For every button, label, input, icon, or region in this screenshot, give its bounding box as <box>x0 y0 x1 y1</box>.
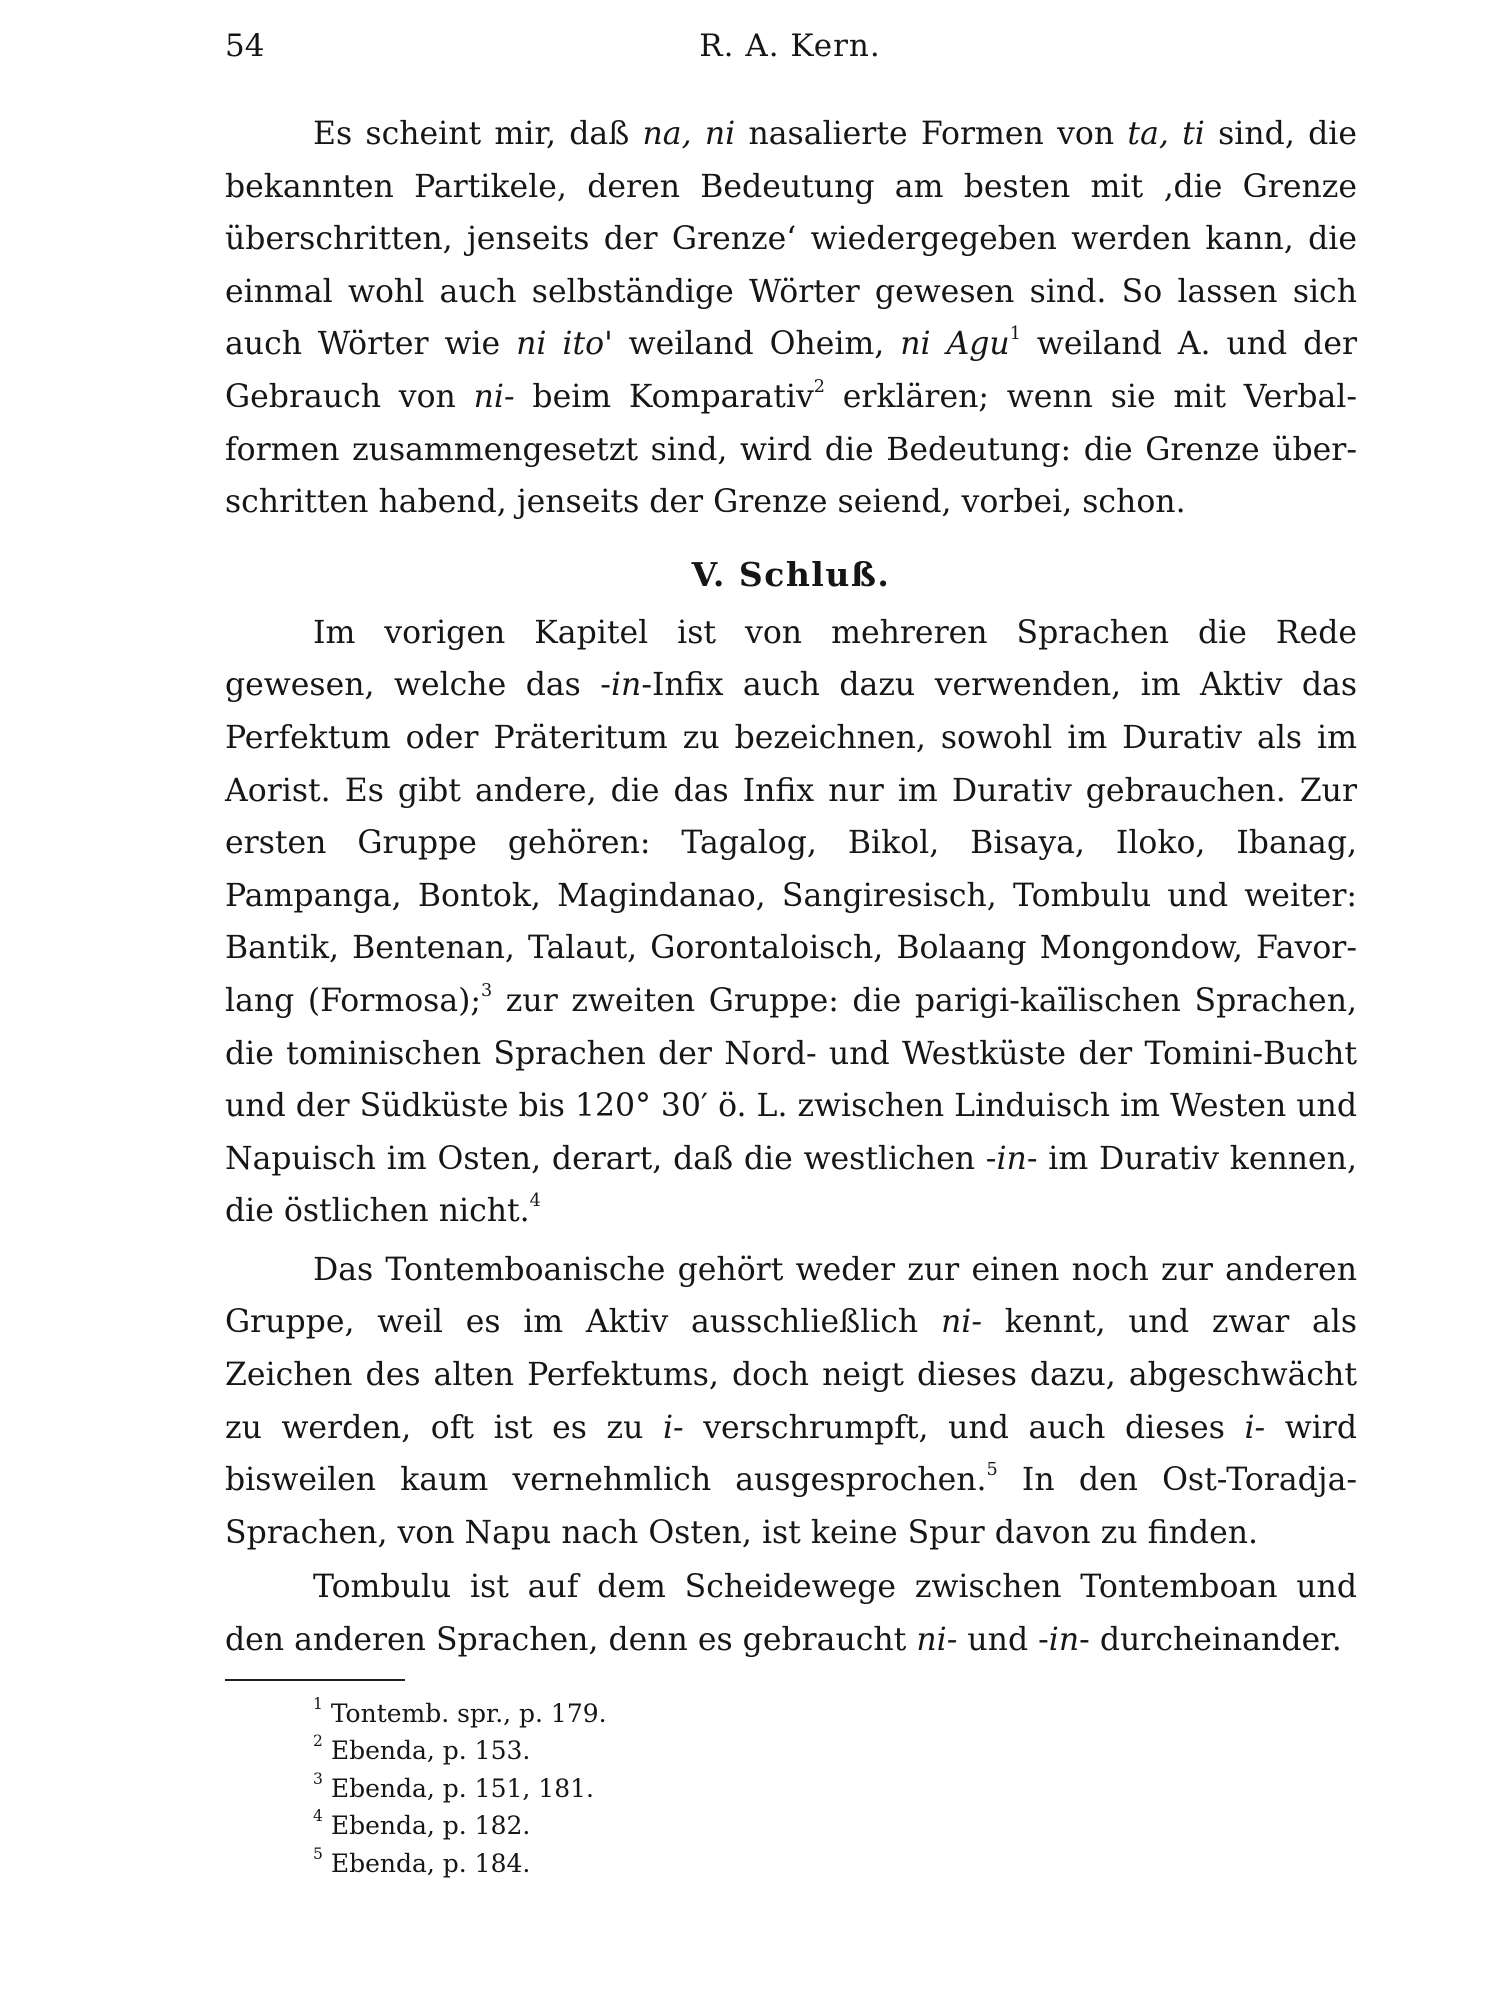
text-run: -Infix auch dazu verwenden, im Aktiv das Perfektum oder Präteritum zu bezeichnen, sowohl im Durativ als im Aorist. Es gibt andere, die das Infix nur im Durativ gebrauchen. Zur ersten Gruppe gehören: Tagalog, Bikol, Bisaya, Iloko, Ibanag, Pampanga, Bontok, Magindanao, Sangiresisch, Tombulu und weiter: Bantik, Bentenan, Talaut, Gorontaloisch, Bolaang Mongondow, Favorlang (Formosa); <box>225 667 1358 1019</box>
paragraph-4 <box>225 1561 1357 1666</box>
text-run: - im Durativ kennen, die östlichen nicht. <box>225 1140 1357 1230</box>
footnote-text: Tontemb. spr., p. 179. <box>330 1698 607 1728</box>
footnote-number: 4 <box>313 1807 323 1826</box>
text-run: beim Komparativ <box>514 378 814 415</box>
text-run: Es scheint mir, daß <box>313 116 643 152</box>
footnote-ref[interactable]: 3 <box>481 980 493 1001</box>
text-run: wird bisweilen kaum vernehmlich ausgesprochen. <box>225 1409 1358 1499</box>
text-run: Im vorigen Kapitel ist von mehreren Sprachen die Rede gewesen, welche das - <box>225 614 1357 704</box>
footnotes <box>225 1695 1357 1883</box>
italic-term: ni ito' <box>516 326 613 363</box>
footnote-number: 1 <box>313 1694 323 1713</box>
italic-term: i- <box>1244 1409 1266 1446</box>
paragraph-1 <box>225 108 1357 529</box>
italic-term: in <box>996 1140 1027 1177</box>
text-run: sind, die bekannten Partikele, deren Bedeutung am besten mit ‚die Grenze überschritten, jenseits der Grenze‘ wiedergegeben werden kann, die einmal wohl auch selbständige Wörter gewesen sind. So lassen sich auch Wörter wie <box>225 116 1357 363</box>
page-body <box>225 108 1357 1883</box>
section-heading: V. Schluß. <box>691 554 891 594</box>
italic-term: na, ni <box>642 116 736 152</box>
italic-term: in <box>1048 1622 1080 1659</box>
text-run: kennt, und zwar als Zeichen des alten Perfektums, doch neigt dieses dazu, abgeschwächt zu werden, oft ist es zu <box>225 1304 1357 1446</box>
text-run: In den Ost-Toradja-Sprachen, von Napu nach Osten, ist keine Spur davon zu finden. <box>225 1462 1357 1551</box>
paragraph-2 <box>225 607 1357 1238</box>
text-run: weiland A. und der Gebrauch von <box>225 326 1358 415</box>
text-run: weiland Oheim, <box>612 326 901 363</box>
footnote-number: 3 <box>313 1769 323 1788</box>
footnote <box>313 1732 1357 1770</box>
text-run: und - <box>957 1622 1049 1659</box>
footnote-text: Ebenda, p. 153. <box>330 1736 531 1766</box>
footnote-ref[interactable]: 5 <box>986 1460 998 1481</box>
footnote-text: Ebenda, p. 182. <box>330 1811 531 1841</box>
footnote <box>313 1695 1357 1733</box>
text-run: erklären; wenn sie mit Verbalformen zusammengesetzt sind, wird die Bedeutung: die Grenze überschritten habend, jenseits der Grenze seiend, vorbei, schon. <box>225 378 1358 521</box>
footnote-rule <box>225 1679 405 1681</box>
italic-term: ta, ti <box>1127 116 1205 152</box>
italic-term: ni- <box>916 1622 958 1659</box>
paragraph-3 <box>225 1244 1357 1560</box>
page-number: 54 <box>225 28 265 64</box>
text-run: nasalierte Formen von <box>735 116 1128 152</box>
italic-term: ni Agu <box>900 326 1010 363</box>
footnote-number: 5 <box>313 1844 323 1863</box>
running-head: R. A. Kern. <box>699 28 881 64</box>
italic-term: i- <box>662 1409 684 1446</box>
footnote-text: Ebenda, p. 184. <box>330 1849 531 1878</box>
text-run: - durcheinander. <box>1079 1622 1342 1659</box>
page-header <box>225 28 1355 78</box>
footnote-ref[interactable]: 1 <box>1009 324 1021 345</box>
footnote <box>313 1845 1357 1883</box>
italic-term: ni- <box>473 378 515 415</box>
footnote-ref[interactable]: 4 <box>529 1191 541 1212</box>
footnote-text: Ebenda, p. 151, 181. <box>330 1773 594 1803</box>
text-run: verschrumpft, und auch dieses <box>683 1409 1245 1446</box>
footnote-number: 2 <box>313 1732 323 1751</box>
text-run: Tombulu ist auf dem Scheidewege zwischen Tontemboan und den anderen Sprachen, denn es gebraucht <box>225 1569 1357 1659</box>
text-run: Das Tontemboanische gehört weder zur einen noch zur anderen Gruppe, weil es im Aktiv ausschließlich <box>225 1251 1357 1341</box>
italic-term: ni- <box>940 1304 982 1341</box>
text-run: zur zweiten Gruppe: die parigi-kaïlischen Sprachen, die tominischen Sprachen der Nord- und Westküste der Tomini-Bucht und der Südküste bis 120° 30′ ö. L. zwischen Linduisch im Westen und Napuisch im Osten, derart, daß die westlichen - <box>225 982 1357 1177</box>
italic-term: in <box>610 667 642 704</box>
footnote <box>313 1770 1357 1808</box>
footnote-ref[interactable]: 2 <box>813 376 825 397</box>
footnote <box>313 1807 1357 1845</box>
